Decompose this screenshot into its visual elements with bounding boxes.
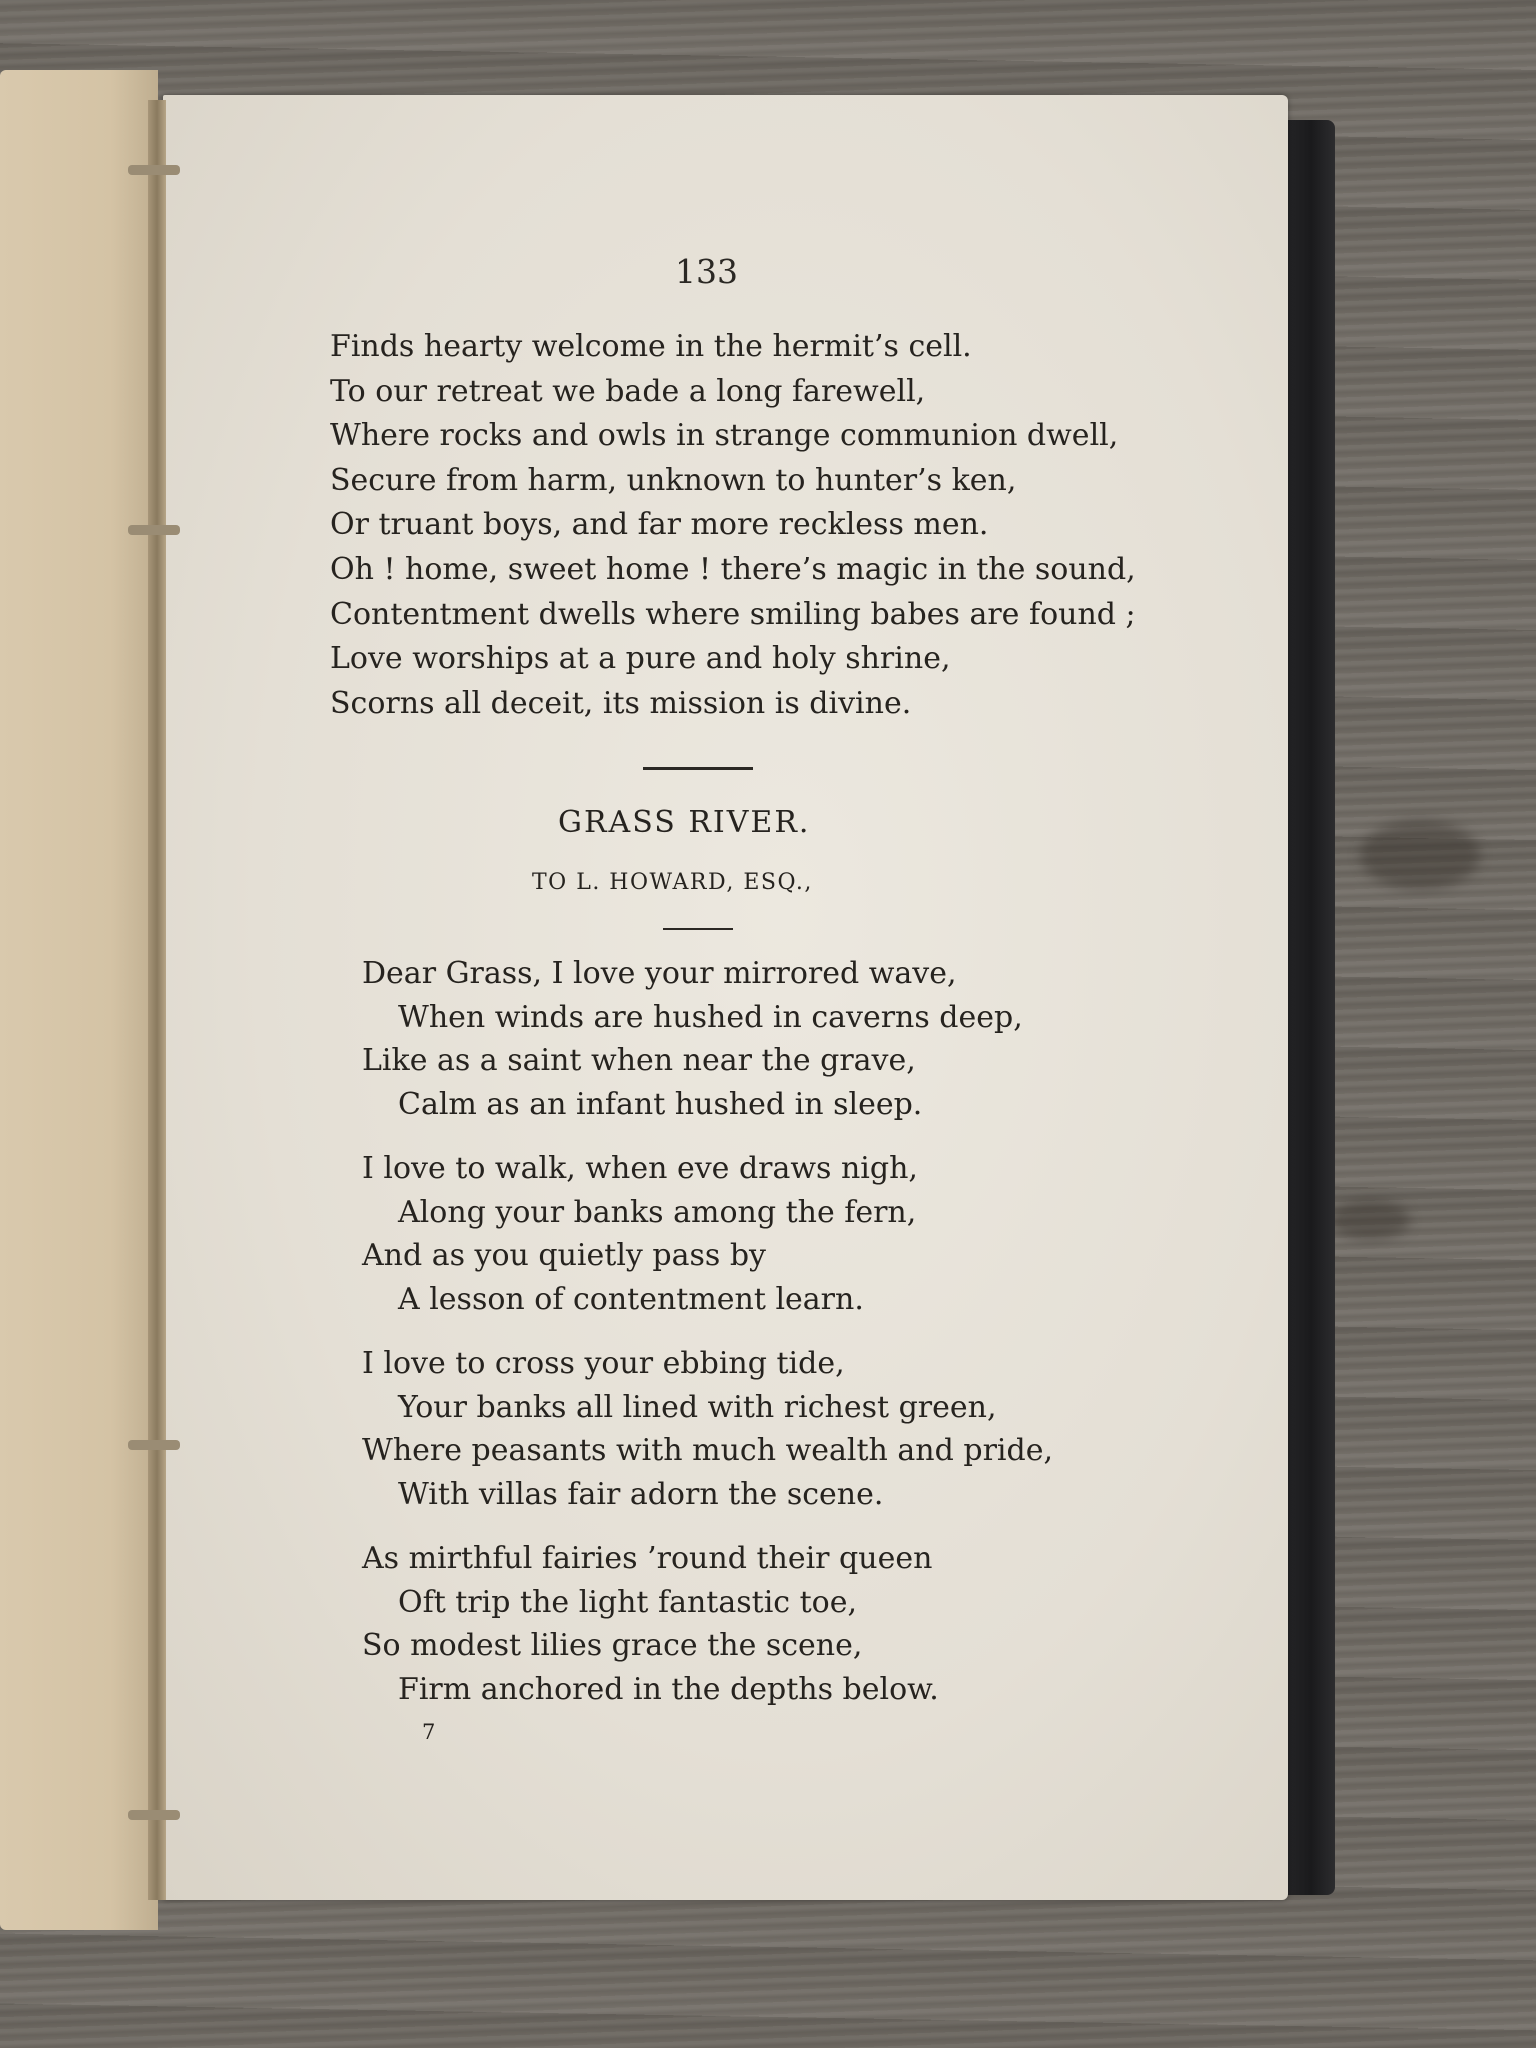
verse-line: And as you quietly pass by xyxy=(362,1238,766,1273)
verse-line: Dear Grass, I love your mirrored wave, xyxy=(362,956,957,991)
verse-line: With villas fair adorn the scene. xyxy=(398,1476,884,1512)
page-number: 133 xyxy=(675,252,738,291)
verse-line: Scorns all deceit, its mission is divine. xyxy=(330,685,912,721)
verse-line: Oh ! home, sweet home ! there’s magic in the sound, xyxy=(330,551,1136,587)
printer-signature-mark: 7 xyxy=(422,1720,436,1744)
verse-line: As mirthful fairies ’round their queen xyxy=(362,1541,933,1576)
verse-line: Calm as an infant hushed in sleep. xyxy=(398,1086,923,1122)
stanza xyxy=(362,1342,1053,1516)
verse-line: I love to walk, when eve draws nigh, xyxy=(362,1151,918,1186)
verse-line: Your banks all lined with richest green, xyxy=(398,1389,997,1425)
verse-line: Secure from harm, unknown to hunter’s ken, xyxy=(330,462,1017,498)
wood-knot xyxy=(1360,820,1480,890)
verse-line: Oft trip the light fantastic toe, xyxy=(398,1584,858,1620)
verse-line: Contentment dwells where smiling babes are found ; xyxy=(330,596,1136,632)
stanza xyxy=(362,1537,939,1711)
wood-knot xyxy=(1330,1200,1410,1240)
stanza xyxy=(362,952,1023,1126)
opening-stanza xyxy=(330,325,1136,726)
title-divider xyxy=(663,928,733,930)
binding-thread xyxy=(128,1440,180,1450)
verse-line: Love worships at a pure and holy shrine, xyxy=(330,641,951,677)
verse-line: I love to cross your ebbing tide, xyxy=(362,1346,845,1381)
verse-line: Firm anchored in the depths below. xyxy=(398,1671,939,1707)
verse-line: When winds are hushed in caverns deep, xyxy=(398,999,1023,1035)
verse-line: Where rocks and owls in strange communion dwell, xyxy=(330,418,1119,454)
verse-line: Like as a saint when near the grave, xyxy=(362,1043,916,1078)
book-spine xyxy=(148,100,166,1900)
verse-line: To our retreat we bade a long farewell, xyxy=(330,373,926,409)
left-page-edge xyxy=(0,70,158,1930)
binding-thread xyxy=(128,165,180,175)
binding-thread xyxy=(128,1810,180,1820)
poem-dedication: TO L. HOWARD, ESQ., xyxy=(532,870,813,895)
stanza xyxy=(362,1147,918,1321)
verse-line: So modest lilies grace the scene, xyxy=(362,1628,863,1663)
verse-line: Or truant boys, and far more reckless men. xyxy=(330,507,989,543)
section-divider xyxy=(643,767,753,770)
verse-line: Along your banks among the fern, xyxy=(398,1194,917,1230)
poem-title: GRASS RIVER. xyxy=(558,805,811,840)
verse-line: Where peasants with much wealth and pride, xyxy=(362,1433,1053,1468)
verse-line: A lesson of contentment learn. xyxy=(398,1281,864,1317)
binding-thread xyxy=(128,525,180,535)
verse-line: Finds hearty welcome in the hermit’s cell. xyxy=(330,329,972,364)
